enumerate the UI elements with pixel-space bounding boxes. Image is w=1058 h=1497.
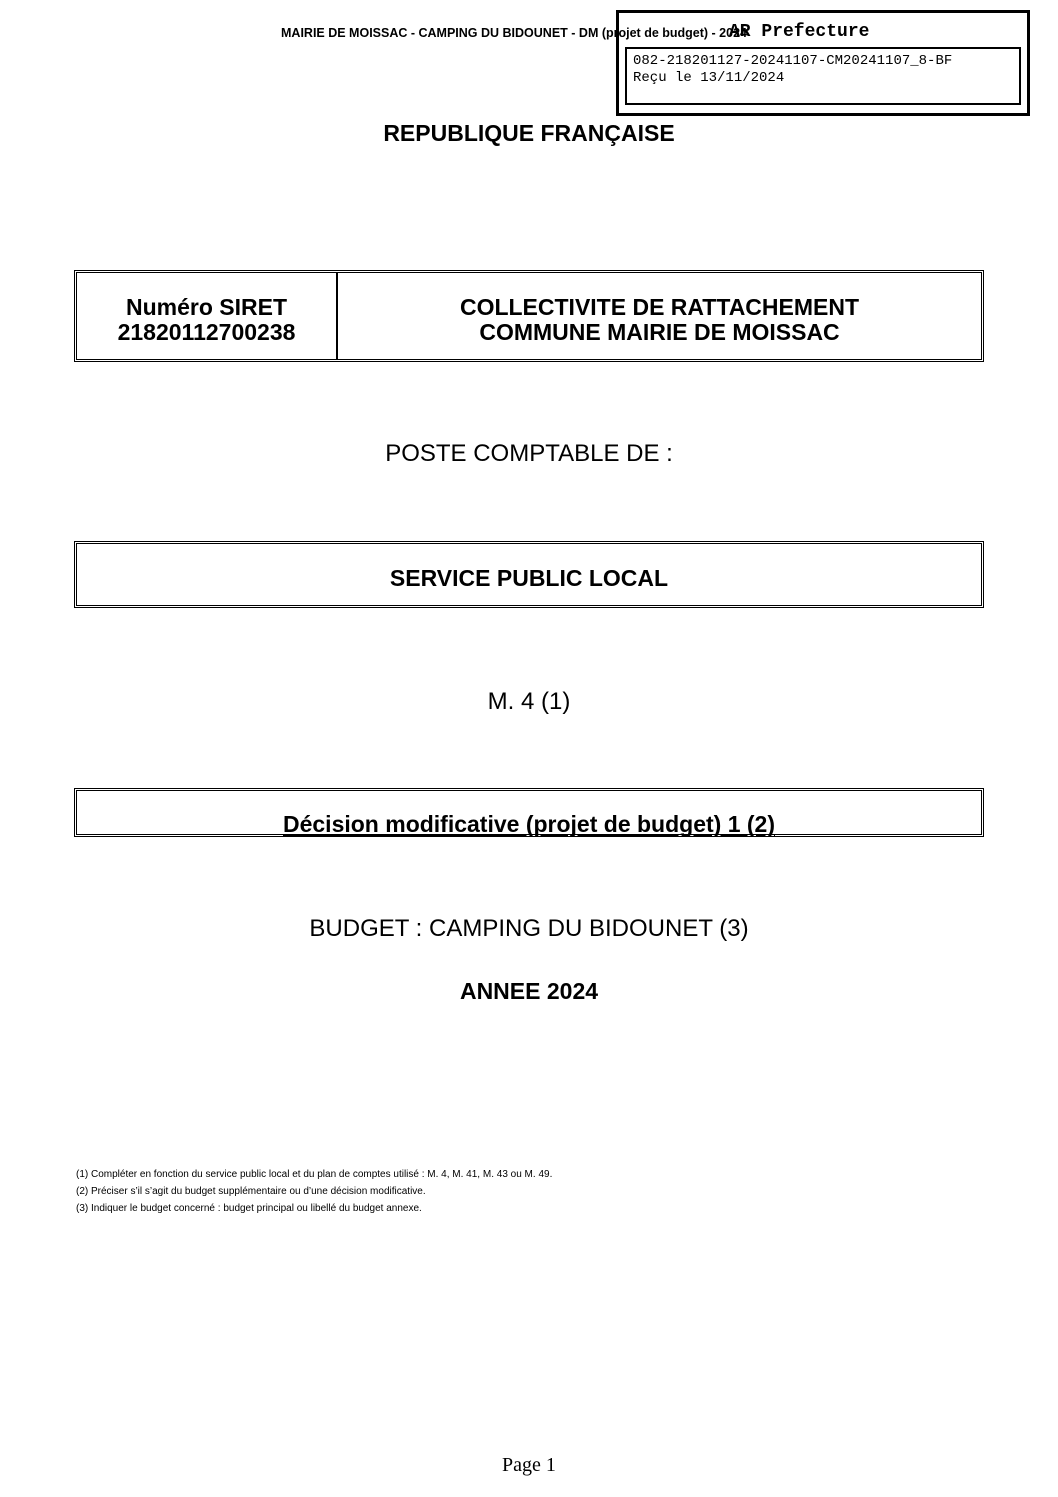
prefecture-stamp [616, 10, 1030, 116]
service-label: SERVICE PUBLIC LOCAL [389, 565, 669, 591]
footnote-3: (3) Indiquer le budget concerné : budget principal ou libellé du budget annexe. [76, 1203, 422, 1214]
siret-cell [77, 273, 338, 359]
page-number: Page 1 [502, 1454, 556, 1476]
siret-value: 21820112700238 [117, 319, 296, 345]
decision-box [74, 788, 984, 837]
footnote-1: (1) Compléter en fonction du service public local et du plan de comptes utilisé : M. 4, M. 41, M. 43 ou M. 49. [76, 1169, 553, 1180]
footnotes [76, 1166, 552, 1217]
republique-heading: REPUBLIQUE FRANÇAISE [383, 120, 675, 146]
stamp-details [625, 47, 1021, 105]
collectivite-label: COLLECTIVITE DE RATTACHEMENT [459, 294, 860, 320]
stamp-title: AR Prefecture [729, 22, 870, 42]
identity-box [74, 270, 984, 362]
poste-comptable: POSTE COMPTABLE DE : [385, 440, 673, 467]
siret-label: Numéro SIRET [125, 294, 288, 320]
collectivite-cell [338, 273, 981, 359]
budget-label: BUDGET : CAMPING DU BIDOUNET (3) [309, 915, 749, 942]
collectivite-value: COMMUNE MAIRIE DE MOISSAC [479, 319, 840, 345]
stamp-received-date: Reçu le 13/11/2024 [633, 70, 785, 86]
running-header: MAIRIE DE MOISSAC - CAMPING DU BIDOUNET - DM (projet de budget) - 2024 [281, 26, 747, 40]
footnote-2: (2) Préciser s’il s’agit du budget supplémentaire ou d’une décision modificative. [76, 1186, 426, 1197]
decision-label: Décision modificative (projet de budget) 1 (2) [282, 811, 775, 837]
service-box [74, 541, 984, 608]
stamp-reference: 082-218201127-20241107-CM20241107_8-BF [633, 53, 953, 69]
annee-label: ANNEE 2024 [459, 978, 599, 1004]
nomenclature: M. 4 (1) [487, 688, 571, 715]
